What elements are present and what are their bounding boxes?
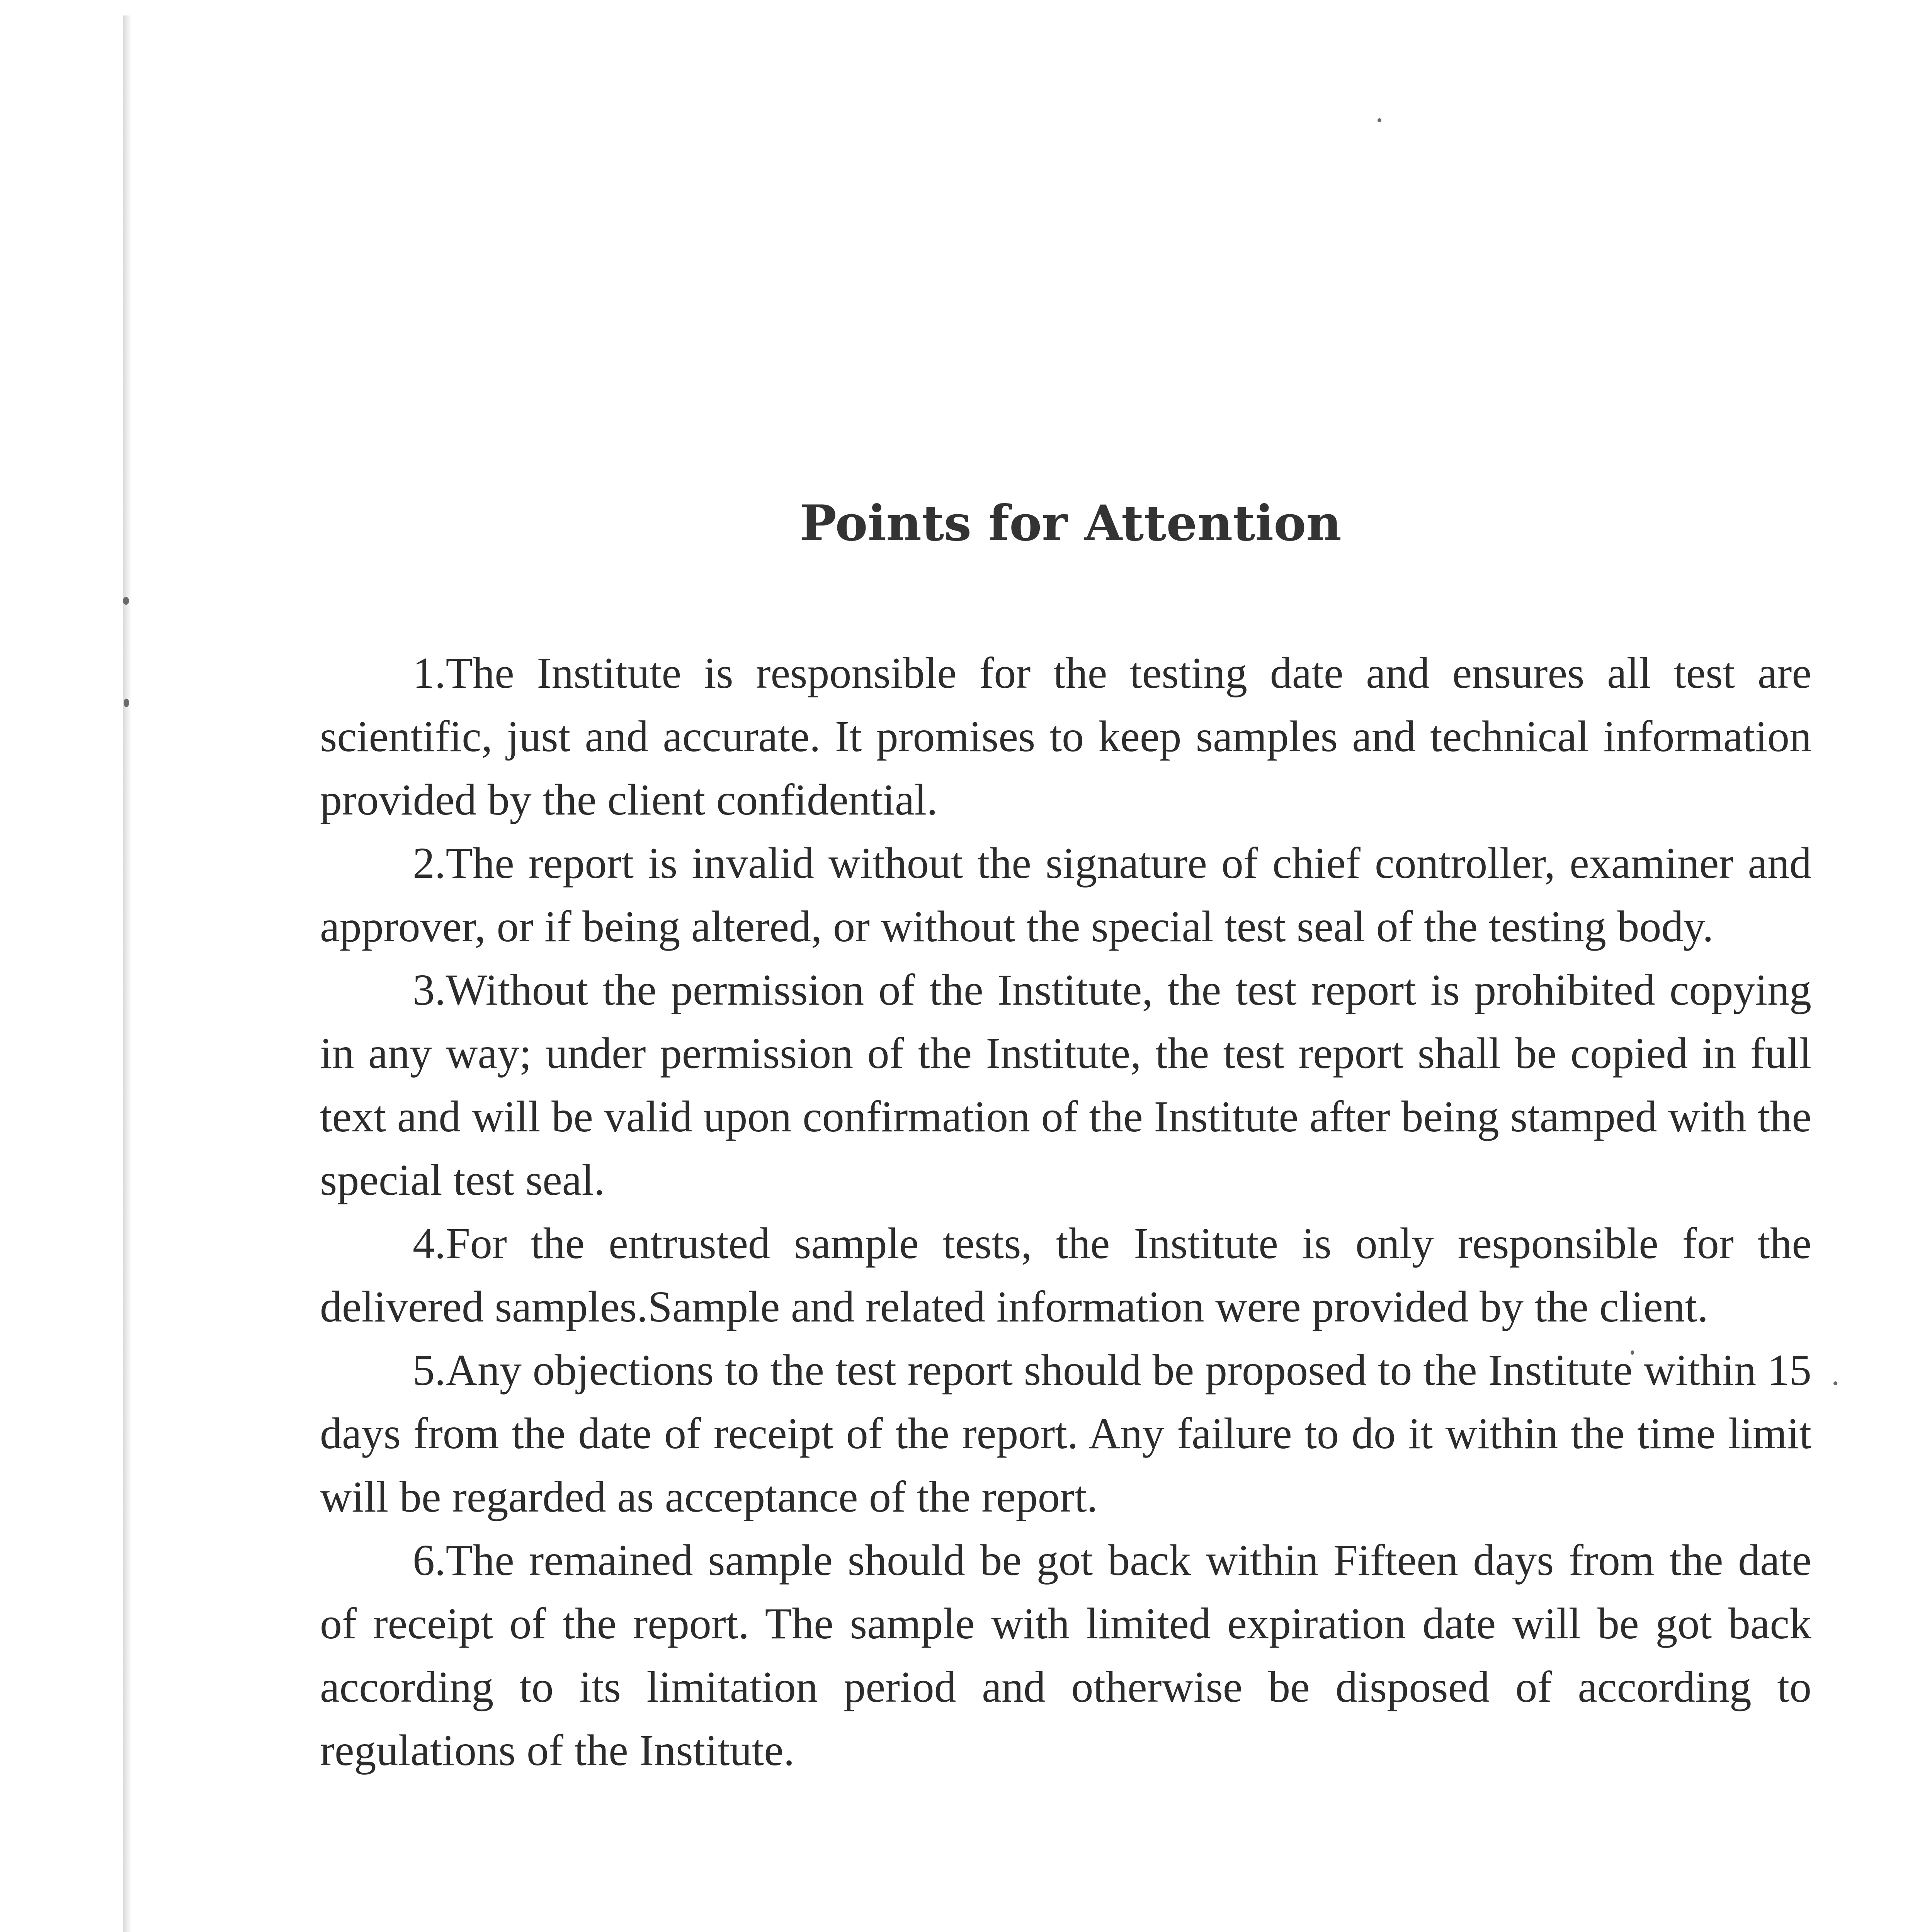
attention-item: 6.The remained sample should be got back within Fifteen days from the date of receipt of the report. The sample with limited expiration date will be got back according to its limitation period and otherwise be disposed of according to regulations of the Institute. [320, 1536, 1811, 1775]
attention-item: 1.The Institute is responsible for the testing date and ensures all test are scientific, just and accurate. It promises to keep samples and technical information provided by the client confidential. [320, 648, 1811, 824]
scan-speck [123, 597, 129, 605]
document-title: Points for Attention [800, 495, 1342, 552]
page-binding-edge [123, 15, 131, 1932]
attention-item: 5.Any objections to the test report should be proposed to the Institute within 15 days from the date of receipt of the report. Any failure to do it within the time limit will be regarded as acceptance of the report. [320, 1345, 1811, 1521]
attention-item: 2.The report is invalid without the signature of chief controller, examiner and approver, or if being altered, or without the special test seal of the testing body. [320, 838, 1811, 951]
scan-speck [124, 699, 129, 707]
scan-speck [1833, 1381, 1837, 1385]
attention-list [320, 641, 1811, 1782]
attention-item: 4.For the entrusted sample tests, the Institute is only responsible for the delivered samples.Sample and related information were provided by the client. [320, 1219, 1811, 1331]
scan-speck [1378, 118, 1381, 122]
attention-item: 3.Without the permission of the Institute, the test report is prohibited copying in any way; under permission of the Institute, the test report shall be copied in full text and will be valid upon confirmation of the Institute after being stamped with the special test seal. [320, 965, 1811, 1204]
